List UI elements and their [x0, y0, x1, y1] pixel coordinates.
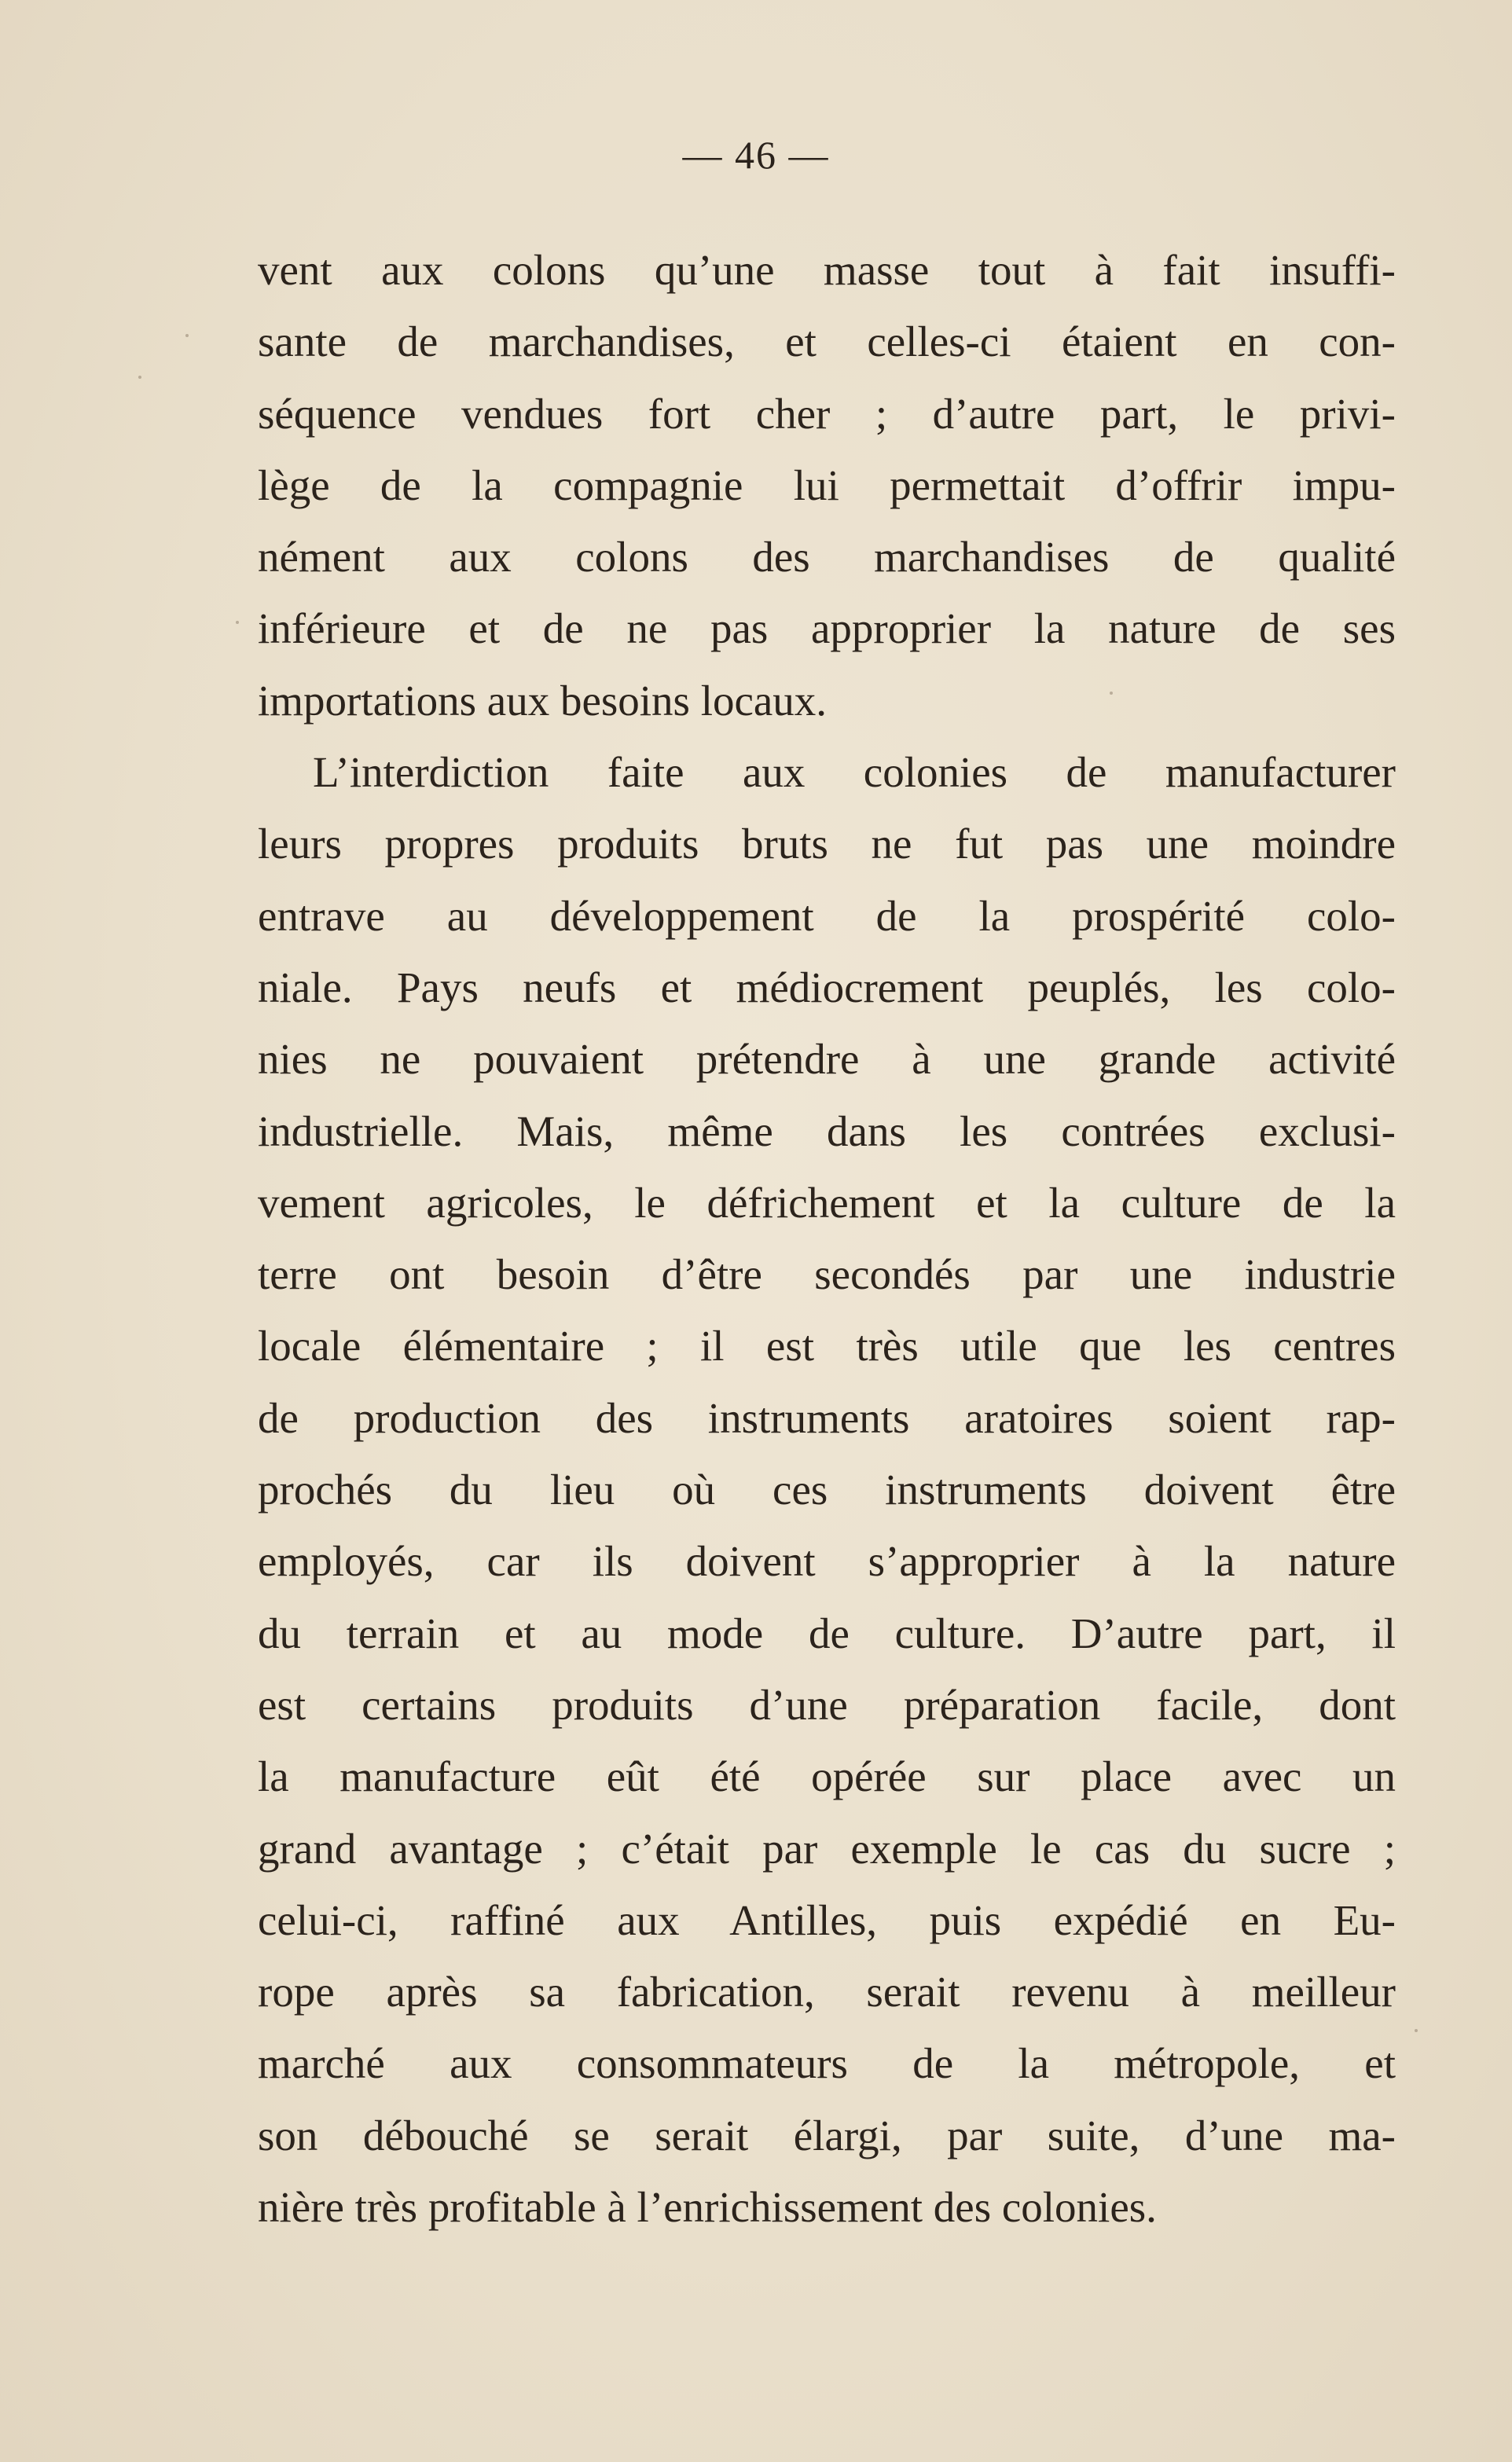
paper-speck — [236, 621, 239, 624]
text-line: vent aux colons qu’une masse tout à fait insuffi- — [258, 246, 1396, 294]
text-line: sante de marchandises, et celles-ci étaient en con- — [258, 317, 1396, 366]
text-line: inférieure et de ne pas approprier la nature de ses — [258, 604, 1396, 653]
text-line: rope après sa fabrication, serait revenu à meilleur — [258, 1968, 1396, 2016]
page-number: — 46 — — [682, 133, 830, 177]
text-line: séquence vendues fort cher ; d’autre part, le privi- — [258, 389, 1396, 438]
text-line: prochés du lieu où ces instruments doivent être — [258, 1466, 1396, 1514]
text-line: son débouché se serait élargi, par suite, d’une ma- — [258, 2111, 1396, 2159]
text-line: entrave au développement de la prospérité colo- — [258, 891, 1396, 940]
text-line: locale élémentaire ; il est très utile que les centres — [258, 1322, 1396, 1370]
text-line: lège de la compagnie lui permettait d’offrir impu- — [258, 460, 1396, 509]
paper-speck — [138, 376, 141, 379]
text-line: niale. Pays neufs et médiocrement peuplés, les colo- — [258, 963, 1396, 1011]
paragraph-start-line: L’interdiction faite aux colonies de manufacturer — [313, 748, 1396, 797]
text-line: est certains produits d’une préparation facile, dont — [258, 1680, 1396, 1729]
text-line: nément aux colons des marchandises de qualité — [258, 533, 1396, 582]
text-line: leurs propres produits bruts ne fut pas une moindre — [258, 820, 1396, 868]
text-line: vement agricoles, le défrichement et la culture de la — [258, 1178, 1396, 1227]
paper-speck — [185, 334, 189, 337]
text-line: de production des instruments aratoires soient rap- — [258, 1393, 1396, 1442]
text-line: la manufacture eût été opérée sur place avec un — [258, 1752, 1396, 1801]
text-line: marché aux consommateurs de la métropole, et — [258, 2039, 1396, 2088]
paper-speck — [1415, 2029, 1418, 2032]
paragraph-end-line: nière très profitable à l’enrichissement des colonies. — [258, 2183, 1157, 2232]
text-line: grand avantage ; c’était par exemple le cas du sucre ; — [258, 1824, 1396, 1873]
text-line: celui-ci, raffiné aux Antilles, puis expédié en Eu- — [258, 1895, 1396, 1944]
text-line: nies ne pouvaient prétendre à une grande activité — [258, 1035, 1396, 1084]
paper-speck — [1110, 692, 1113, 695]
text-line: terre ont besoin d’être secondés par une industrie — [258, 1250, 1396, 1299]
text-line: employés, car ils doivent s’approprier à la nature — [258, 1537, 1396, 1586]
text-line: industrielle. Mais, même dans les contrées exclusi- — [258, 1106, 1396, 1155]
body-text — [258, 234, 1396, 2243]
paragraph-end-line: importations aux besoins locaux. — [258, 676, 828, 725]
text-line: du terrain et au mode de culture. D’autre part, il — [258, 1609, 1396, 1657]
